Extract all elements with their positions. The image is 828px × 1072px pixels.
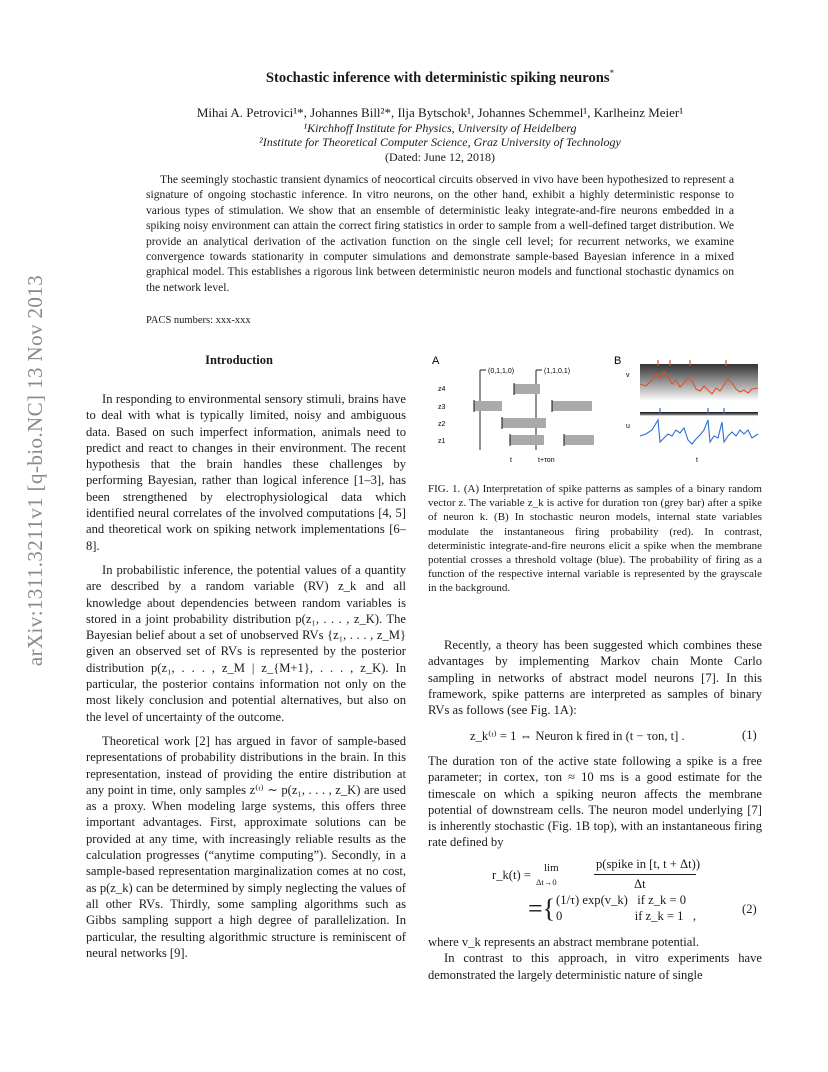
right-paragraph-duration [428,753,762,851]
eq2-fraction-bar [594,874,696,875]
right-paragraph-recently [428,637,762,718]
state-label-2: (1,1,0,1) [544,368,571,375]
t-label-a: t [510,457,512,464]
panel-a-label: A [432,355,440,367]
right-paragraph-where [428,934,762,983]
y-label-z1: z1 [438,438,446,445]
u-label: u [626,423,630,430]
eq2-case-2: 0 if z_k = 1 , [556,909,697,923]
v-probability-background [640,364,758,400]
active-bar-z1-1 [510,435,544,445]
y-label-z2: z2 [438,421,446,428]
left-column [86,391,406,961]
paragraph-in-contrast: In contrast to this approach, in vitro experiments have demonstrated the largely deterministic nature of single [428,951,762,982]
eq2-denominator: Δt [634,877,646,891]
state-label-1: (0,1,1,0) [488,368,515,375]
paragraph-intro-1: In responding to environmental sensory stimuli, brains have to deal with what is typically limited, noisy and ambiguous data. Based on such imperfect information, animals need to predict and react to changes in their environment. The recent hypothesis that the brain handles these challenges by performing Bayesian, rather than logical inference [1–3], has been strengthened by electrophysiological data which identified neural correlates of the involved computations [4, 5] and theoretical work on spiking network implementations [6–8]. [86,392,406,553]
y-label-z3: z3 [438,404,446,411]
affiliation-1: ¹Kirchhoff Institute for Physics, University of Heidelberg [303,121,577,135]
active-bar-z3-1 [474,401,502,411]
panel-b-label: B [614,355,622,367]
eq2-lhs: r_k(t) = [492,868,531,882]
active-bar-z4-1 [514,384,540,394]
paragraph-duration: The duration τon of the active state following a spike is a free parameter; in cortex, τon ≈ 10 ms is a good estimate for the timescale on which a spiking neuron affects the membrane potential of downstream cells. The neuron model underlying [7] is inherently stochastic (Fig. 1B top), with an instantaneous firing rate defined by [428,754,762,850]
equation-1: z_k⁽ᵗ⁾ = 1 ⇔ Neuron k fired in (t − τon, t] . [470,729,685,743]
equation-2-number: (2) [742,902,757,916]
eq2-case-1: (1/τ) exp(v_k) if z_k = 0 [556,893,687,907]
active-bar-z1-2 [564,435,594,445]
pacs-numbers: PACS numbers: xxx-xxx [146,315,251,326]
paper-title [120,68,760,87]
active-bar-z3-2 [552,401,592,411]
eq2-numerator: p(spike in [t, t + Δt)) [596,857,701,871]
title-text: Stochastic inference with deterministic spiking neurons [265,69,610,86]
abstract: The seemingly stochastic transient dynamics of neocortical circuits observed in vivo have been hypothesized to represent a signature of ongoing stochastic inference. In vitro neurons, on the other hand, exhibit a highly deterministic response to various types of stimulation. We show that an ensemble of deterministic leaky integrate-and-fire neurons embedded in a spiking noisy environment can attain the correct firing statistics in order to sample from a well-defined target distribution. We provide an analytical derivation of the activation function on the single cell level; for recurrent networks, we examine convergence towards stationarity in computer simulations and demonstrate sample-based Bayesian inference in a mixed graphical model. This establishes a rigorous link between deterministic neuron models and functional stochastic dynamics on the network level. [146,173,734,294]
arxiv-identifier [6,270,66,670]
section-heading-introduction: Introduction [205,353,273,367]
arxiv-id-text: arXiv:1311.3211v1 [q-bio.NC] 13 Nov 2013 [23,274,48,666]
y-label-z4: z4 [438,386,446,393]
eq2-brace: ={ [528,894,556,923]
figure-1-caption: FIG. 1. (A) Interpretation of spike patterns as samples of a binary random vector z. The variable z_k is active for duration τon (grey bar) after a spike of neuron k. (B) In stochastic neuron models, internal state variables modulate the instantaneous firing probability (red). In contrast, deterministic integrate-and-fire neurons elicit a spike when the membrane potential crosses a threshold voltage (blue). The probability of firing as a function of the respective internal variable is represented by the grayscale in the background. [428,483,762,595]
t-plus-tau-label: t+τon [538,457,555,464]
paragraph-recently: Recently, a theory has been suggested which combines these advantages by implementing Markov chain Monte Carlo sampling in networks of abstract model neurons [7]. In this framework, spike patterns are interpreted as samples of binary RVs as follows (see Fig. 1A): [428,638,762,718]
author-list: Mihai A. Petrovici¹*, Johannes Bill²*, Ilja Bytschok¹, Johannes Schemmel¹, Karlheinz Meier¹ [196,105,684,120]
paragraph-intro-3: Theoretical work [2] has argued in favor of sample-based representations of probability distributions in the brain. In this representation, instead of providing the entire distribution at any point in time, only samples z⁽ᵗ⁾ ∼ p(z₁, . . . , z_K) are used as a proxy. When modeling large systems, this offers three important advantages. First, approximate solutions can be provided at any time, with increasingly reliable results as the calculation progresses (“anytime computing”). Secondly, in a sample-based representation marginalization comes at no cost, as p(z_k) can be determined by simply neglecting the values of all other RVs. Thirdly, some sampling algorithms such as Gibbs sampling support a high degree of parallelization. In particular, the resulting algorithmic structure is reminiscent of neural networks [9]. [86,733,406,960]
v-label: v [626,372,630,379]
paragraph-where: where v_k represents an abstract membrane potential. [428,935,700,949]
equation-1-number: (1) [742,728,757,742]
eq2-lim: lim [544,862,559,874]
figure-1 [426,350,766,474]
paragraph-intro-2: In probabilistic inference, the potential values of a quantity are described by a random variable (RV) z_k and all knowledge about dependencies between random variables is stored in a joint probability distribution p(z₁, . . . , z_K). The Bayesian belief about a set of unobserved RVs {z₁, . . . , z_M} given an observed set of RVs is represented by the posterior distribution p(z₁, . . . , z_M | z_{M+1}, . . . , z_K). In particular, the posterior contains information not only on the most likely conclusion and potential alternatives, but also on the level of uncertainty of the outcome. [86,562,406,724]
date-line: (Dated: June 12, 2018) [385,150,495,164]
active-bar-z2-1 [502,418,546,428]
title-footnote-mark: * [609,68,615,78]
affiliation-2: ²Institute for Theoretical Computer Science, Graz University of Technology [259,135,621,149]
eq2-lim-subscript: Δt→0 [536,877,557,887]
t-label-b: t [696,457,698,464]
